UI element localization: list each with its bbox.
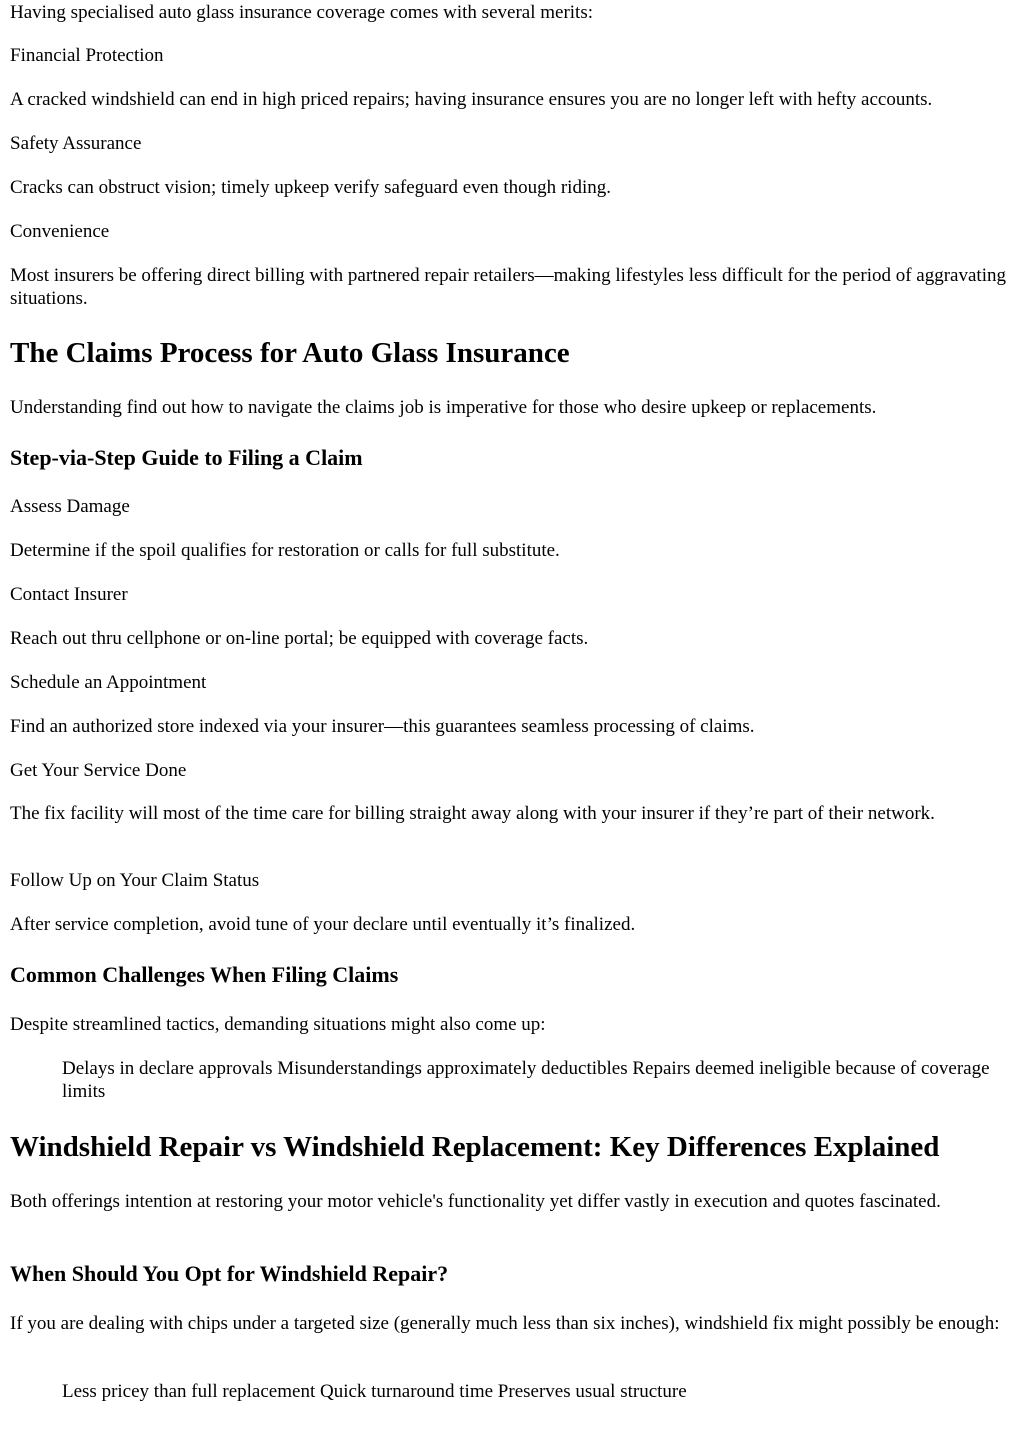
merit-title-safety: Safety Assurance [10, 133, 142, 154]
claims-heading: The Claims Process for Auto Glass Insurance [10, 337, 570, 369]
step-text-contact: Reach out thru cellphone or on-line portal; be equipped with coverage facts. [10, 628, 589, 649]
step-title-followup: Follow Up on Your Claim Status [10, 870, 260, 891]
step-title-contact: Contact Insurer [10, 584, 128, 605]
repair-vs-replacement-intro: Both offerings intention at restoring your motor vehicle's functionality yet differ vastly in execution and quotes fascinated. [10, 1191, 941, 1212]
merit-text-financial: A cracked windshield can end in high priced repairs; having insurance ensures you are no longer left with hefty accounts. [10, 89, 933, 110]
challenges-list: Delays in declare approvals Misunderstandings approximately deductibles Repairs deemed ineligible because of coverage limits [62, 1058, 990, 1102]
step-text-schedule: Find an authorized store indexed via your insurer—this guarantees seamless processing of claims. [10, 716, 755, 737]
step-title-schedule: Schedule an Appointment [10, 672, 207, 693]
challenges-intro: Despite streamlined tactics, demanding situations might also come up: [10, 1014, 546, 1035]
merit-title-financial: Financial Protection [10, 45, 164, 66]
guide-heading: Step-via-Step Guide to Filing a Claim [10, 445, 363, 470]
step-text-assess: Determine if the spoil qualifies for restoration or calls for full substitute. [10, 540, 560, 561]
claims-intro: Understanding find out how to navigate the claims job is imperative for those who desire upkeep or replacements. [10, 397, 877, 418]
repair-benefits-list: Less pricey than full replacement Quick turnaround time Preserves usual structure [62, 1381, 687, 1402]
when-repair-heading: When Should You Opt for Windshield Repair? [10, 1261, 449, 1286]
merit-text-safety: Cracks can obstruct vision; timely upkeep verify safeguard even though riding. [10, 177, 611, 198]
challenges-heading: Common Challenges When Filing Claims [10, 962, 399, 987]
merit-title-convenience: Convenience [10, 221, 110, 242]
step-title-service: Get Your Service Done [10, 760, 187, 781]
merits-intro: Having specialised auto glass insurance coverage comes with several merits: [10, 2, 593, 23]
repair-vs-replacement-heading: Windshield Repair vs Windshield Replacement: Key Differences Explained [10, 1131, 940, 1163]
merit-text-convenience: Most insurers be offering direct billing with partnered repair retailers—making lifestyles less difficult for the period of aggravating situations. [10, 265, 1006, 309]
step-title-assess: Assess Damage [10, 496, 130, 517]
when-repair-text: If you are dealing with chips under a targeted size (generally much less than six inches), windshield fix might possibly be enough: [10, 1313, 1000, 1334]
step-text-service: The fix facility will most of the time care for billing straight away along with your insurer if they’re part of their network. [10, 803, 935, 824]
step-text-followup: After service completion, avoid tune of your declare until eventually it’s finalized. [10, 914, 636, 935]
